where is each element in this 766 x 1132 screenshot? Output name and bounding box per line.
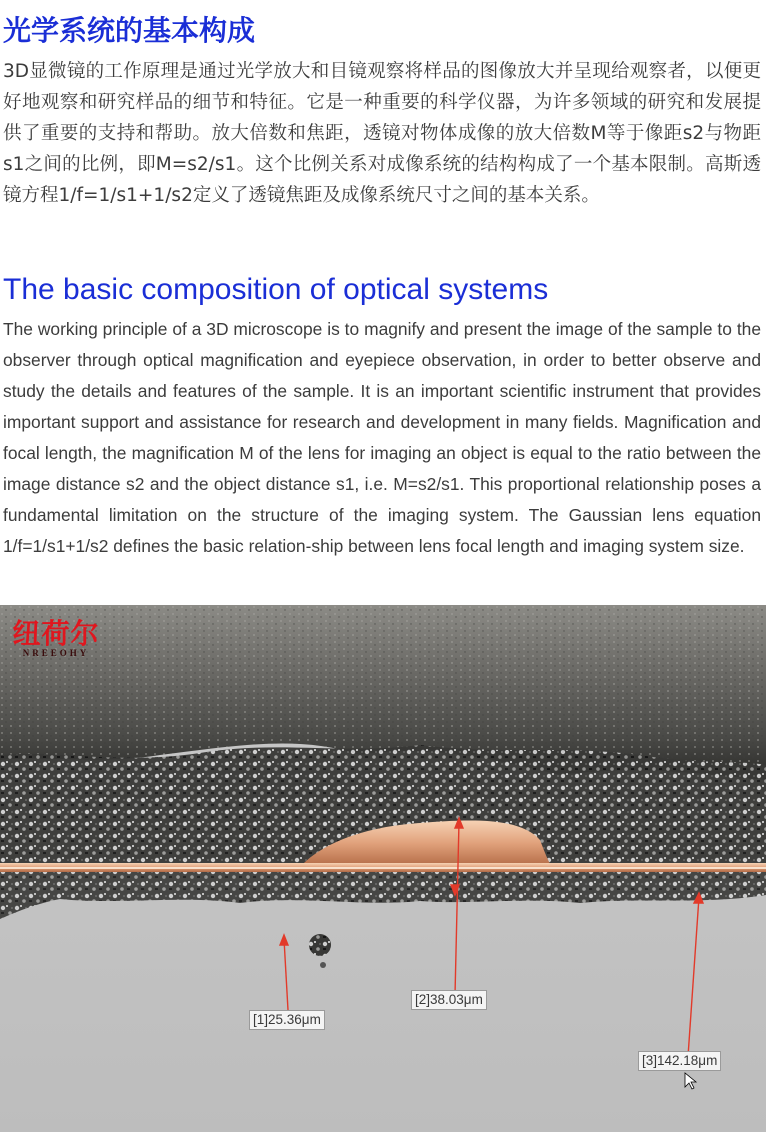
logo-en-text: NREEOHY bbox=[22, 648, 90, 658]
en-section-title: The basic composition of optical systems bbox=[3, 273, 549, 306]
measurement-label-3: [3]142.18μm bbox=[638, 1051, 721, 1071]
cn-section-title: 光学系统的基本构成 bbox=[3, 14, 256, 47]
logo-cn-text: 纽荷尔 bbox=[12, 617, 100, 650]
microscope-image bbox=[0, 605, 766, 1132]
measurement-label-1: [1]25.36μm bbox=[249, 1010, 325, 1030]
cn-section-paragraph: 3D显微镜的工作原理是通过光学放大和目镜观察将样品的图像放大并呈现给观察者，以便更好地观察和研究样品的细节和特征。它是一种重要的科学仪器，为许多领域的研究和发展提供了重要的支持和帮助。放大倍数和焦距，透镜对物体成像的放大倍数M等于像距s2与物距s1之间的比例，即M=s2/s1。这个比例关系对成像系统的结构构成了一个基本限制。高斯透镜方程1/f=1/s1+1/s2定义了透镜焦距及成像系统尺寸之间的基本关系。 bbox=[3, 61, 761, 206]
en-section-paragraph: The working principle of a 3D microscope is to magnify and present the image of the sample to the observer through optical magnification and eyepiece observation, in order to better observe and study the details and features of the sample. It is an important scientific instrument that provides important support and assistance for research and development in many fields. Magnification and focal length, the magnification M of the lens for imaging an object is equal to the ratio between the image distance s2 and the object distance s1, i.e. M=s2/s1. This proportional relationship poses a fundamental limitation on the structure of the imaging system. The Gaussian lens equation 1/f=1/s1+1/s2 defines the basic relation-ship between lens focal length and imaging system size. bbox=[3, 319, 761, 556]
brand-logo bbox=[6, 617, 106, 658]
measurement-label-2: [2]38.03μm bbox=[411, 990, 487, 1010]
